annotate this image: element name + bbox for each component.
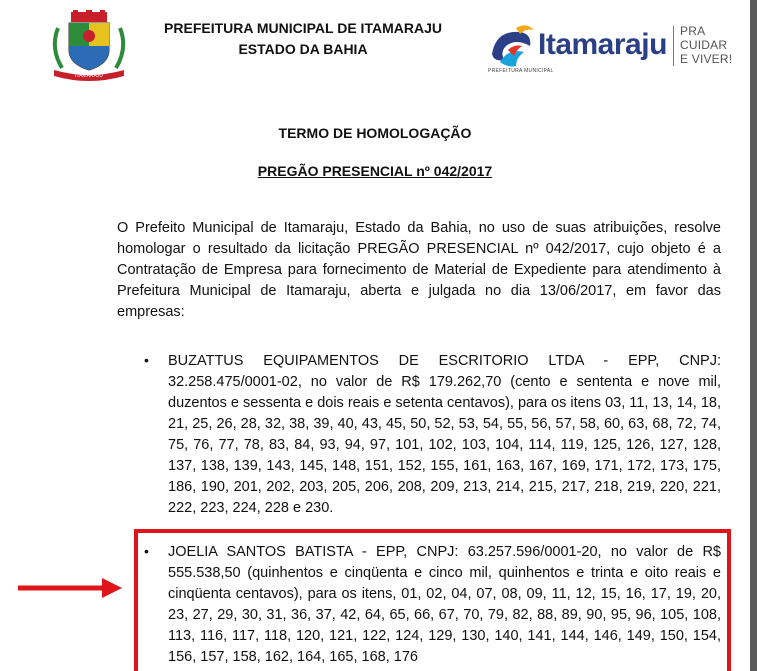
crest-label: ITAMARAJU	[75, 73, 103, 79]
intro-paragraph: O Prefeito Municipal de Itamaraju, Estado da Bahia, no uso de suas atribuições, resolve homologar o resultado da licitação PREGÃO PRESENCIAL nº 042/2017, cujo objeto é a Contratação de Empresa para fornecimento de Material de Expediente para atendimento à Prefeitura Municipal de Itamaraju, aberta e julgada no dia 13/06/2017, em favor das empresas:	[117, 220, 721, 320]
header-title	[130, 18, 476, 60]
brand-divider	[673, 26, 674, 66]
brand-slogan	[680, 24, 732, 66]
bullet-icon: •	[144, 543, 149, 559]
arrow-right-icon	[18, 577, 122, 599]
list-item: JOELIA SANTOS BATISTA - EPP, CNPJ: 63.257.596/0001-20, no valor de R$ 555.538,50 (quinhentos e cinqüenta e cinco mil, quinhentos e trinta e oito reais e cinqüenta centavos), para os itens, 01, 02, 04, 07, 08, 09, 11, 12, 15, 16, 17, 19, 20, 23, 27, 29, 30, 31, 36, 37, 42, 64, 65, 66, 67, 70, 79, 82, 88, 89, 90, 95, 96, 105, 108, 113, 116, 117, 118, 120, 121, 122, 124, 129, 130, 140, 141, 144, 146, 149, 150, 154, 156, 157, 158, 162, 164, 165, 168, 176	[168, 544, 721, 665]
brand-slogan-line: PRA	[680, 24, 706, 38]
document-title: TERMO DE HOMOLOGAÇÃO	[278, 125, 472, 141]
brand-slogan-line: E VIVER!	[680, 52, 733, 66]
brand-slogan-line: CUIDAR	[680, 38, 728, 52]
list-item: BUZATTUS EQUIPAMENTOS DE ESCRITORIO LTDA - EPP, CNPJ: 32.258.475/0001-02, no valor de R$ 179.262,70 (cento e sententa e nove mil, duzentos e sessenta e dois reais e setenta centavos), para os itens 03, 11, 13, 14, 18, 21, 25, 26, 28, 32, 38, 39, 40, 43, 45, 50, 52, 53, 54, 55, 56, 57, 58, 60, 63, 68, 72, 74, 75, 76, 77, 78, 83, 84, 93, 94, 97, 101, 102, 103, 104, 114, 119, 125, 126, 127, 128, 137, 138, 139, 143, 145, 148, 151, 152, 155, 161, 163, 167, 169, 171, 172, 173, 175, 186, 190, 201, 202, 203, 205, 206, 208, 209, 213, 214, 215, 217, 218, 219, 220, 221, 222, 223, 224, 228 e 230.	[168, 353, 721, 516]
brand-subtitle: PREFEITURA MUNICIPAL	[488, 68, 554, 74]
highlight-box	[134, 529, 731, 671]
viewer-edge	[750, 0, 757, 671]
brand-name: Itamaraju	[538, 28, 667, 61]
header-title-line2: ESTADO DA BAHIA	[238, 41, 368, 57]
document-subtitle: PREGÃO PRESENCIAL nº 042/2017	[257, 163, 493, 179]
municipal-crest-icon	[44, 8, 134, 82]
brand-logo	[486, 24, 741, 78]
header-title-line1: PREFEITURA MUNICIPAL DE ITAMARAJU	[164, 20, 442, 36]
brand-mark-icon	[486, 24, 536, 72]
bullet-icon: •	[144, 352, 149, 368]
